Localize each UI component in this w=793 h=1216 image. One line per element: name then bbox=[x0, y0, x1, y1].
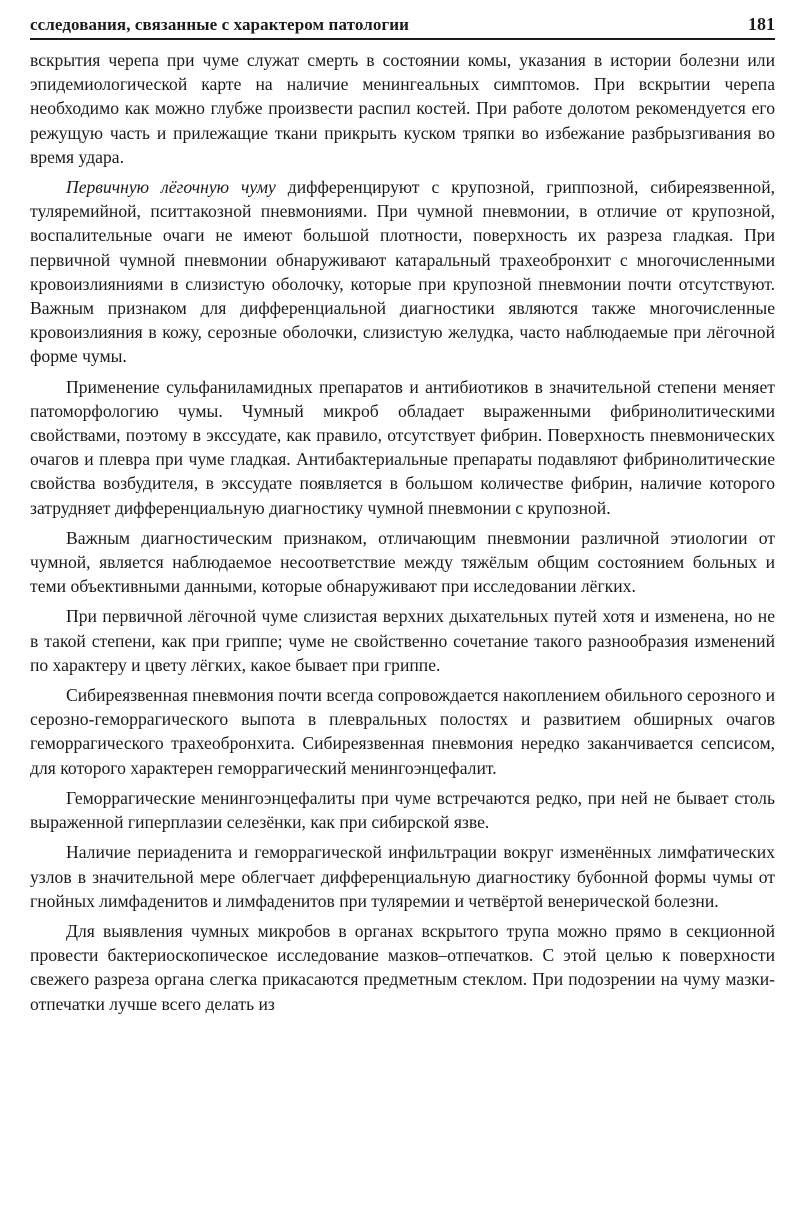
page-number: 181 bbox=[748, 14, 775, 34]
paragraph-1: вскрытия черепа при чуме служат смерть в состоянии комы, указания в истории болезни или эпидемиологической карте на наличие менингеальных симптомов. При вскрытии черепа необходимо как можно глубже произвести распил костей. При работе долотом рекомендуется его режущую часть и прилежащие ткани прикрыть куском тряпки во избежание разбрызгивания во время удара. bbox=[30, 50, 775, 167]
italic-term: Первичную лёгочную чуму bbox=[66, 177, 276, 198]
paragraph-6: Сибиреязвенная пневмония почти всегда сопровождается накоплением обильного серозного и серозно-геморрагического выпота в плевральных полостях и развитием обширных очагов геморрагического трахеобронхита. Сибиреязвенная пневмония нередко заканчивается сепсисом, для которого характерен геморрагический менингоэнцефалит. bbox=[30, 685, 775, 778]
page-header bbox=[30, 14, 775, 40]
paragraph-9: Для выявления чумных микробов в органах вскрытого трупа можно прямо в секционной провести бактериоскопическое исследование мазков–отпечатков. С этой целью к поверхности свежего разреза органа слегка прикасаются предметным стеклом. При подозрении на чуму мазки-отпечатки лучше всего делать из bbox=[30, 920, 775, 1014]
paragraph-5: При первичной лёгочной чуме слизистая верхних дыхательных путей хотя и изменена, но не в такой степени, как при гриппе; чуме не свойственно сочетание такого разнообразия изменений по характеру и цвету лёгких, какое бывает при гриппе. bbox=[30, 606, 775, 675]
paragraph-7: Геморрагические менингоэнцефалиты при чуме встречаются редко, при ней не бывает столь выраженной гиперплазии селезёнки, как при сибирской язве. bbox=[30, 787, 775, 833]
paragraph-4: Важным диагностическим признаком, отличающим пневмонии различной этиологии от чумной, является наблюдаемое несоответствие между тяжёлым общим состоянием больных и теми объективными данными, которые обнаруживают при исследовании лёгких. bbox=[30, 527, 775, 597]
paragraph-2: Первичную лёгочную чуму дифференцируют с крупозной, гриппозной, сибиреязвенной, туляремийной, пситтакозной пневмониями. При чумной пневмонии, в отличие от крупозной, воспалительные очаги не имеют большой плотности, поверхность их разреза гладкая. При первичной чумной пневмонии обнаруживают катаральный трахеобронхит с многочисленными кровоизлияниями в слизистую оболочку, которые при крупозной пневмонии почти отсутствуют. Важным признаком для дифференциальной диагностики являются также многочисленные кровоизлияния в кожу, серозные оболочки, слизистую желудка, часто наблюдаемые при лёгочной форме чумы. bbox=[30, 177, 776, 367]
body-text bbox=[30, 48, 775, 1016]
paragraph-3: Применение сульфаниламидных препаратов и антибиотиков в значительной степени меняет патоморфологию чумы. Чумный микроб обладает выраженными фибринолитическими свойствами, поэтому в экссудате, как правило, отсутствует фибрин. Поверхность пневмонических очагов и плевра при чуме гладкая. Антибактериальные препараты подавляют фибринолитические свойства возбудителя, в экссудате появляется в большом количестве фибрин, наличие которого затрудняет дифференциальную диагностику чумной пневмонии с крупозной. bbox=[30, 376, 775, 518]
running-head: сследования, связанные с характером патологии bbox=[30, 15, 410, 34]
paragraph-8: Наличие периаденита и геморрагической инфильтрации вокруг изменённых лимфатических узлов в значительной мере облегчает дифференциальную диагностику бубонной формы чумы от гнойных лимфаденитов и лимфаденитов при туляремии и четвёртой венерической болезни. bbox=[30, 842, 775, 911]
